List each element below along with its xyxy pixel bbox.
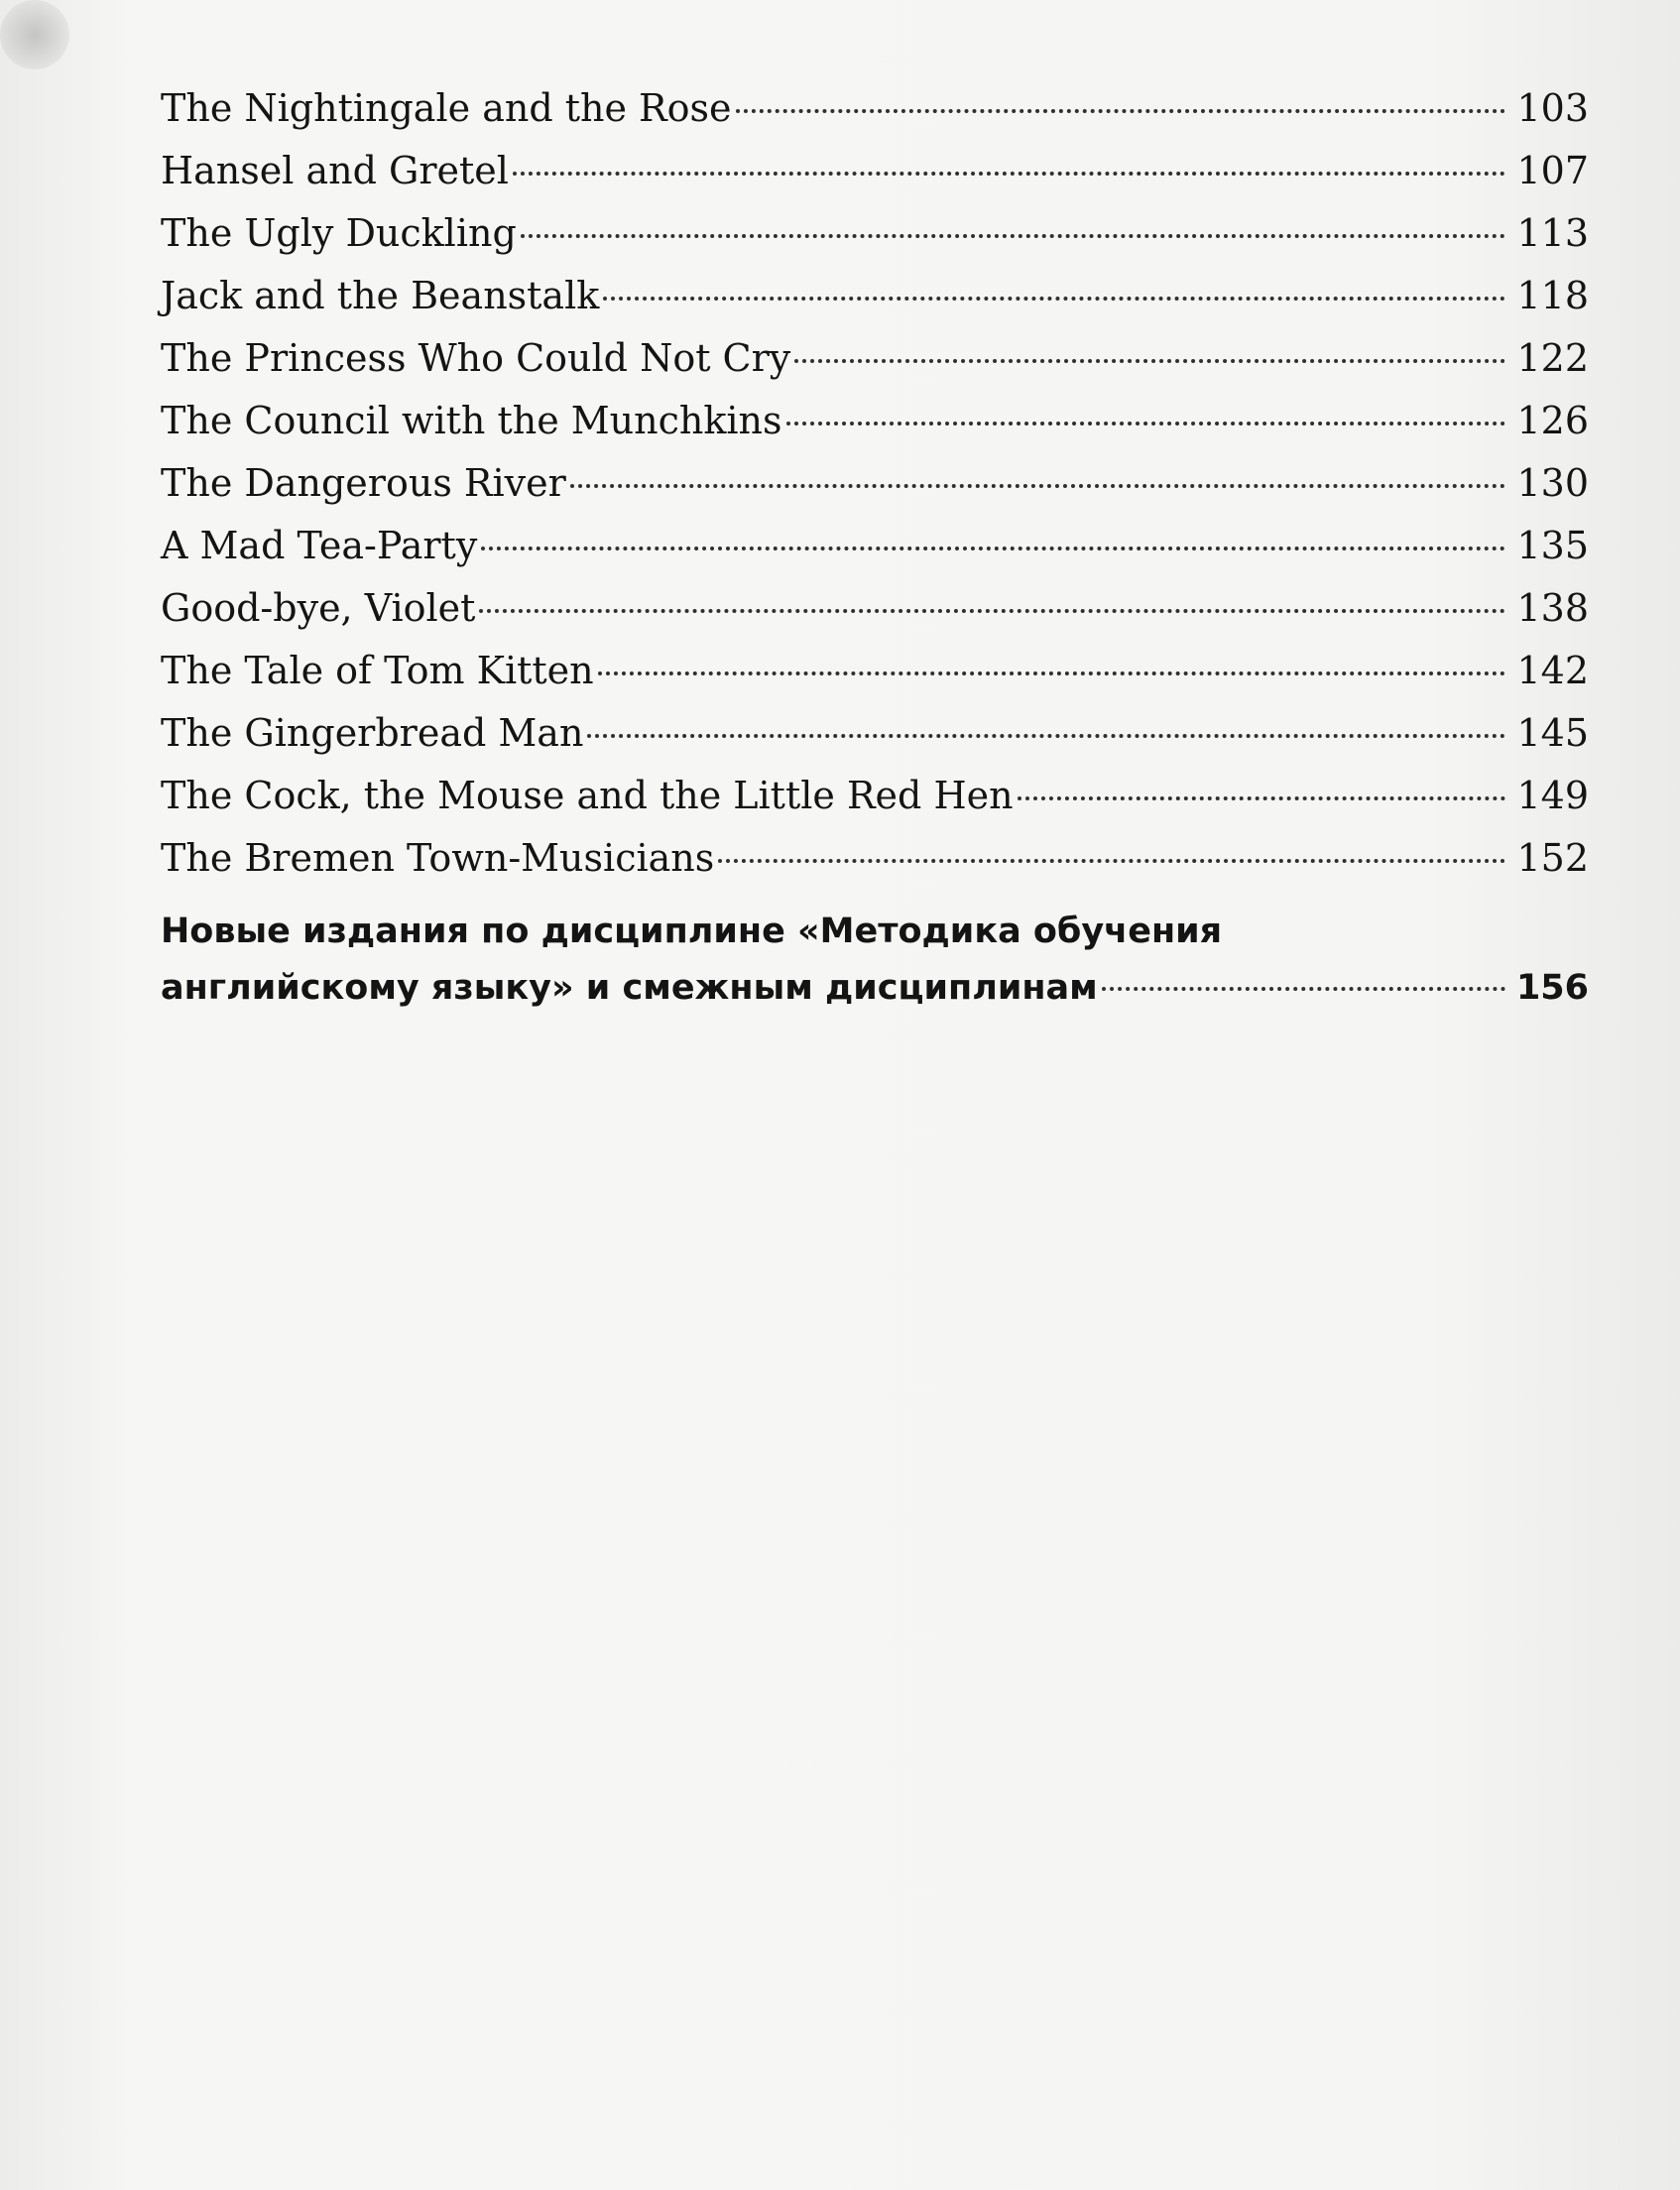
toc-entry <box>161 765 1589 827</box>
section-page: 156 <box>1515 968 1589 1008</box>
toc-entry <box>161 327 1589 390</box>
dot-leader <box>598 671 1505 675</box>
toc-entry-title: The Cock, the Mouse and the Little Red Hen <box>161 774 1014 817</box>
dot-leader <box>521 234 1505 238</box>
toc-entry-page: 142 <box>1516 649 1589 692</box>
toc-entry <box>161 640 1589 702</box>
toc-entry-title: Jack and the Beanstalk <box>161 274 600 317</box>
toc-entry-title: The Dangerous River <box>161 461 566 505</box>
toc-entry <box>161 577 1589 640</box>
dot-leader <box>479 609 1505 613</box>
toc-entry-title: The Nightingale and the Rose <box>161 86 732 130</box>
section-title-row <box>161 960 1589 1017</box>
toc-entry <box>161 390 1589 452</box>
toc-entry-title: A Mad Tea-Party <box>161 524 478 567</box>
dot-leader <box>587 734 1505 738</box>
section-title-line-1: Новые издания по дисциплине «Методика обучения <box>161 912 1223 951</box>
toc-section-heading <box>161 904 1589 1017</box>
toc-entry-page: 122 <box>1516 336 1589 380</box>
dot-leader <box>570 484 1505 488</box>
dot-leader <box>1102 987 1505 991</box>
toc-entry-page: 138 <box>1516 586 1589 630</box>
toc-entry-title: Hansel and Gretel <box>161 149 509 192</box>
dot-leader <box>718 859 1505 863</box>
toc-entry <box>161 265 1589 327</box>
toc-entry-title: The Gingerbread Man <box>161 711 584 755</box>
dot-leader <box>481 547 1505 550</box>
section-title-line-2: английскому языку» и смежным дисциплинам <box>161 968 1098 1008</box>
toc-entry-title: The Ugly Duckling <box>161 211 517 255</box>
toc-entry-page: 126 <box>1516 399 1589 442</box>
toc-entry-page: 130 <box>1516 461 1589 505</box>
toc-entry-title: Good-bye, Violet <box>161 586 476 630</box>
toc-entry <box>161 452 1589 515</box>
dot-leader <box>736 109 1505 113</box>
dot-leader <box>513 172 1505 176</box>
toc-entry-title: The Council with the Munchkins <box>161 399 782 442</box>
toc-entry-page: 103 <box>1516 86 1589 130</box>
toc-entry <box>161 77 1589 140</box>
page-stain <box>0 0 69 69</box>
toc-entry-page: 135 <box>1516 524 1589 567</box>
toc-entry <box>161 827 1589 890</box>
toc-entry <box>161 702 1589 765</box>
dot-leader <box>794 359 1505 363</box>
toc-entry-page: 118 <box>1516 274 1589 317</box>
dot-leader <box>603 297 1505 301</box>
toc-entry-page: 113 <box>1516 211 1589 255</box>
dot-leader <box>786 422 1505 426</box>
toc-entry-page: 152 <box>1516 836 1589 880</box>
toc-entry-title: The Princess Who Could Not Cry <box>161 336 791 380</box>
toc-entry-title: The Tale of Tom Kitten <box>161 649 594 692</box>
toc-entry-page: 107 <box>1516 149 1589 192</box>
toc-entry-title: The Bremen Town-Musicians <box>161 836 715 880</box>
toc-entry <box>161 202 1589 265</box>
toc-entry-page: 145 <box>1516 711 1589 755</box>
dot-leader <box>1018 796 1505 800</box>
table-of-contents <box>161 77 1589 1017</box>
toc-entry-page: 149 <box>1516 774 1589 817</box>
toc-entry <box>161 515 1589 577</box>
toc-entry <box>161 140 1589 202</box>
